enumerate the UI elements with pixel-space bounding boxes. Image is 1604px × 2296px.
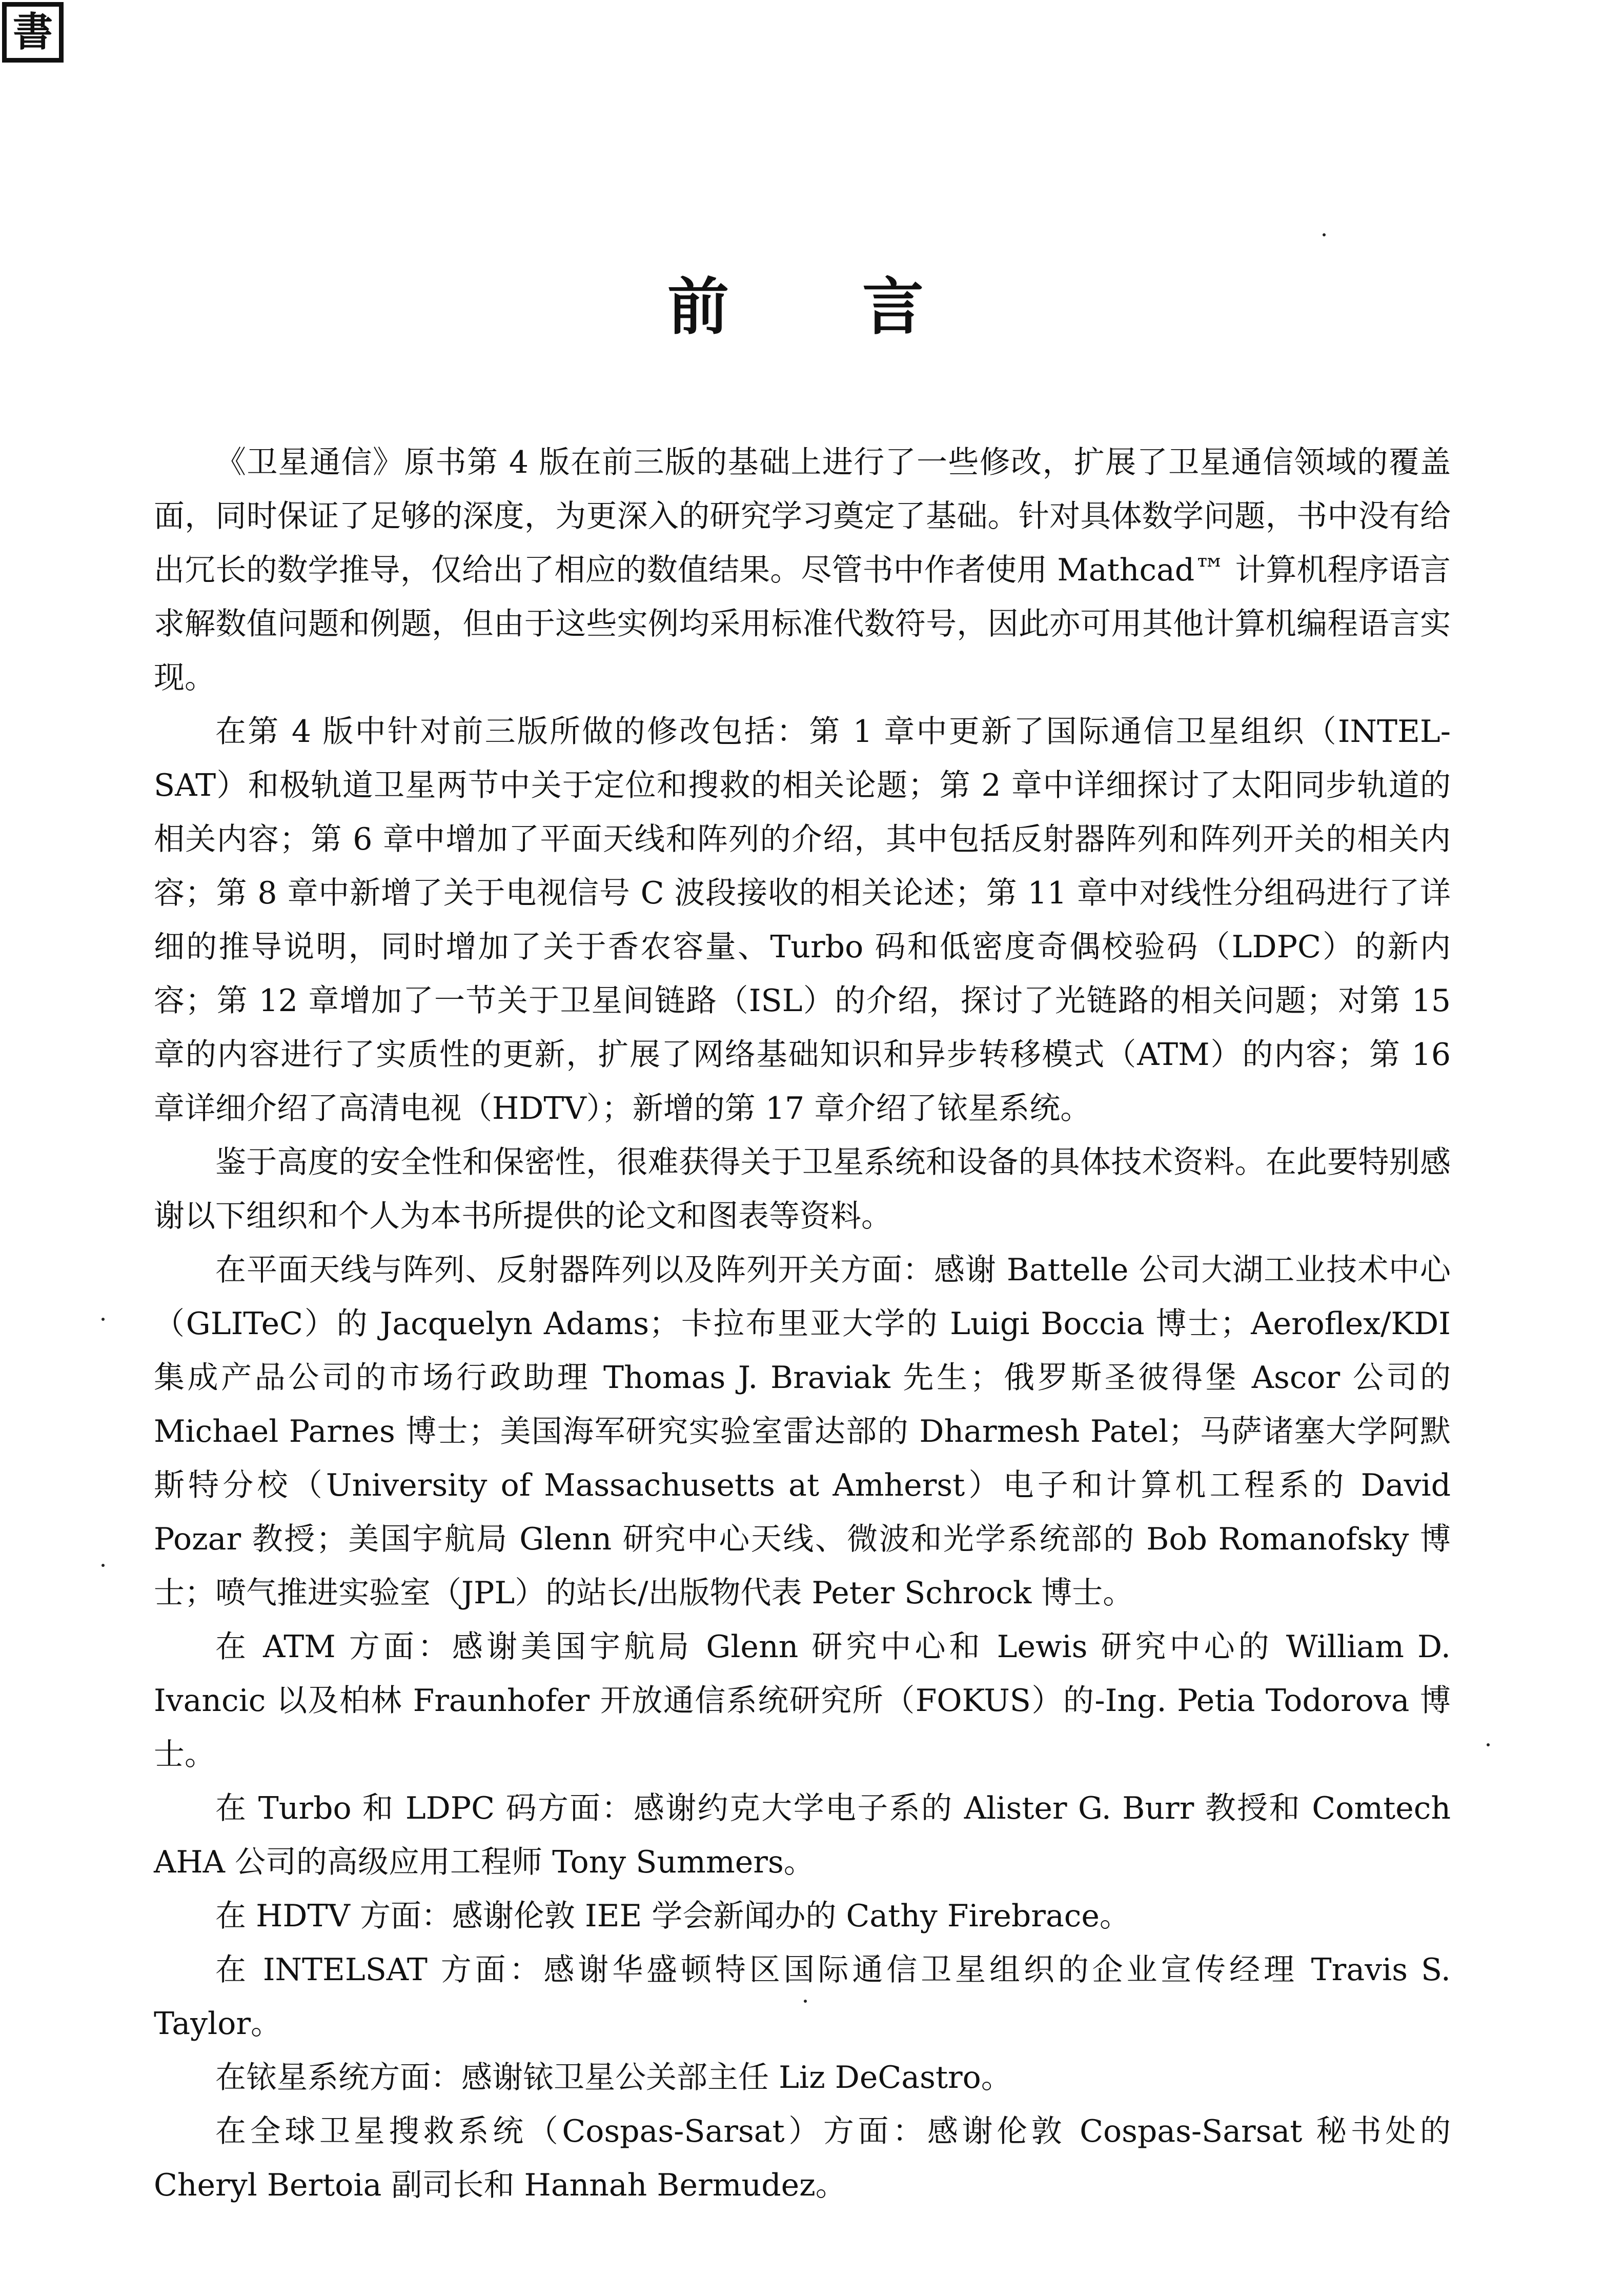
scan-speck xyxy=(804,2000,807,2003)
page-title xyxy=(667,272,924,343)
paragraph-3: 鉴于高度的安全性和保密性，很难获得关于卫星系统和设备的具体技术资料。在此要特别感谢以下组织和个人为本书所提供的论文和图表等资料。 xyxy=(154,1144,1451,1234)
paragraph-1: 《卫星通信》原书第 4 版在前三版的基础上进行了一些修改，扩展了卫星通信领域的覆盖面，同时保证了足够的深度，为更深入的研究学习奠定了基础。针对具体数学问题，书中没有给出冗长的数学推导，仅给出了相应的数值结果。尽管书中作者使用 Mathcad™ 计算机程序语言求解数值问题和例题，但由于这些实例均采用标准代数符号，因此亦可用其他计算机编程语言实现。 xyxy=(154,445,1451,696)
scan-speck xyxy=(1323,233,1326,236)
title-char-2: 言 xyxy=(862,272,924,343)
paragraph-7: 在 HDTV 方面：感谢伦敦 IEE 学会新闻办的 Cathy Firebrace。 xyxy=(215,1898,1130,1934)
paragraph-6: 在 Turbo 和 LDPC 码方面：感谢约克大学电子系的 Alister G. Burr 教授和 Comtech AHA 公司的高级应用工程师 Tony Summers。 xyxy=(154,1790,1451,1880)
paragraph-2: 在第 4 版中针对前三版所做的修改包括：第 1 章中更新了国际通信卫星组织（INTEL-SAT）和极轨道卫星两节中关于定位和搜救的相关论题；第 2 章中详细探讨了太阳同步轨道的相关内容；第 6 章中增加了平面天线和阵列的介绍，其中包括反射器阵列和阵列开关的相关内容；第 8 章中新增了关于电视信号 C 波段接收的相关论述；第 11 章中对线性分组码进行了详细的推导说明，同时增加了关于香农容量、Turbo 码和低密度奇偶校验码（LDPC）的新内容；第 12 章增加了一节关于卫星间链路（ISL）的介绍，探讨了光链路的相关问题；对第 15 章的内容进行了实质性的更新，扩展了网络基础知识和异步转移模式（ATM）的内容；第 16 章详细介绍了高清电视（HDTV）；新增的第 17 章介绍了铱星系统。 xyxy=(154,714,1451,1126)
scan-speck xyxy=(1487,1743,1490,1746)
paragraph-4: 在平面天线与阵列、反射器阵列以及阵列开关方面：感谢 Battelle 公司大湖工业技术中心（GLITeC）的 Jacquelyn Adams；卡拉布里亚大学的 Luigi Boccia 博士；Aeroflex/KDI 集成产品公司的市场行政助理 Thomas J. Braviak 先生；俄罗斯圣彼得堡 Ascor 公司的 Michael Parnes 博士；美国海军研究实验室雷达部的 Dharmesh Patel；马萨诸塞大学阿默斯特分校（University of Massachusetts at Amherst）电子和计算机工程系的 David Pozar 教授；美国宇航局 Glenn 研究中心天线、微波和光学系统部的 Bob Romanofsky 博士；喷气推进实验室（JPL）的站长/出版物代表 Peter Schrock 博士。 xyxy=(154,1252,1451,1611)
scan-speck xyxy=(101,1318,105,1321)
preface-body xyxy=(154,436,1451,2212)
paragraph-10: 在全球卫星搜救系统（Cospas-Sarsat）方面：感谢伦敦 Cospas-Sarsat 秘书处的 Cheryl Bertoia 副司长和 Hannah Bermudez。 xyxy=(154,2113,1451,2203)
logo-glyph: 書 xyxy=(12,9,53,55)
paragraph-5: 在 ATM 方面：感谢美国宇航局 Glenn 研究中心和 Lewis 研究中心的 William D. Ivancic 以及柏林 Fraunhofer 开放通信系统研究所（FOKUS）的-Ing. Petia Todorova 博士。 xyxy=(154,1629,1451,1773)
publisher-logo xyxy=(2,2,64,63)
title-char-1: 前 xyxy=(667,272,729,343)
paragraph-8: 在 INTELSAT 方面：感谢华盛顿特区国际通信卫星组织的企业宣传经理 Travis S. Taylor。 xyxy=(154,1952,1451,2042)
scan-speck xyxy=(101,1564,105,1567)
paragraph-9: 在铱星系统方面：感谢铱卫星公关部主任 Liz DeCastro。 xyxy=(215,2060,1012,2096)
